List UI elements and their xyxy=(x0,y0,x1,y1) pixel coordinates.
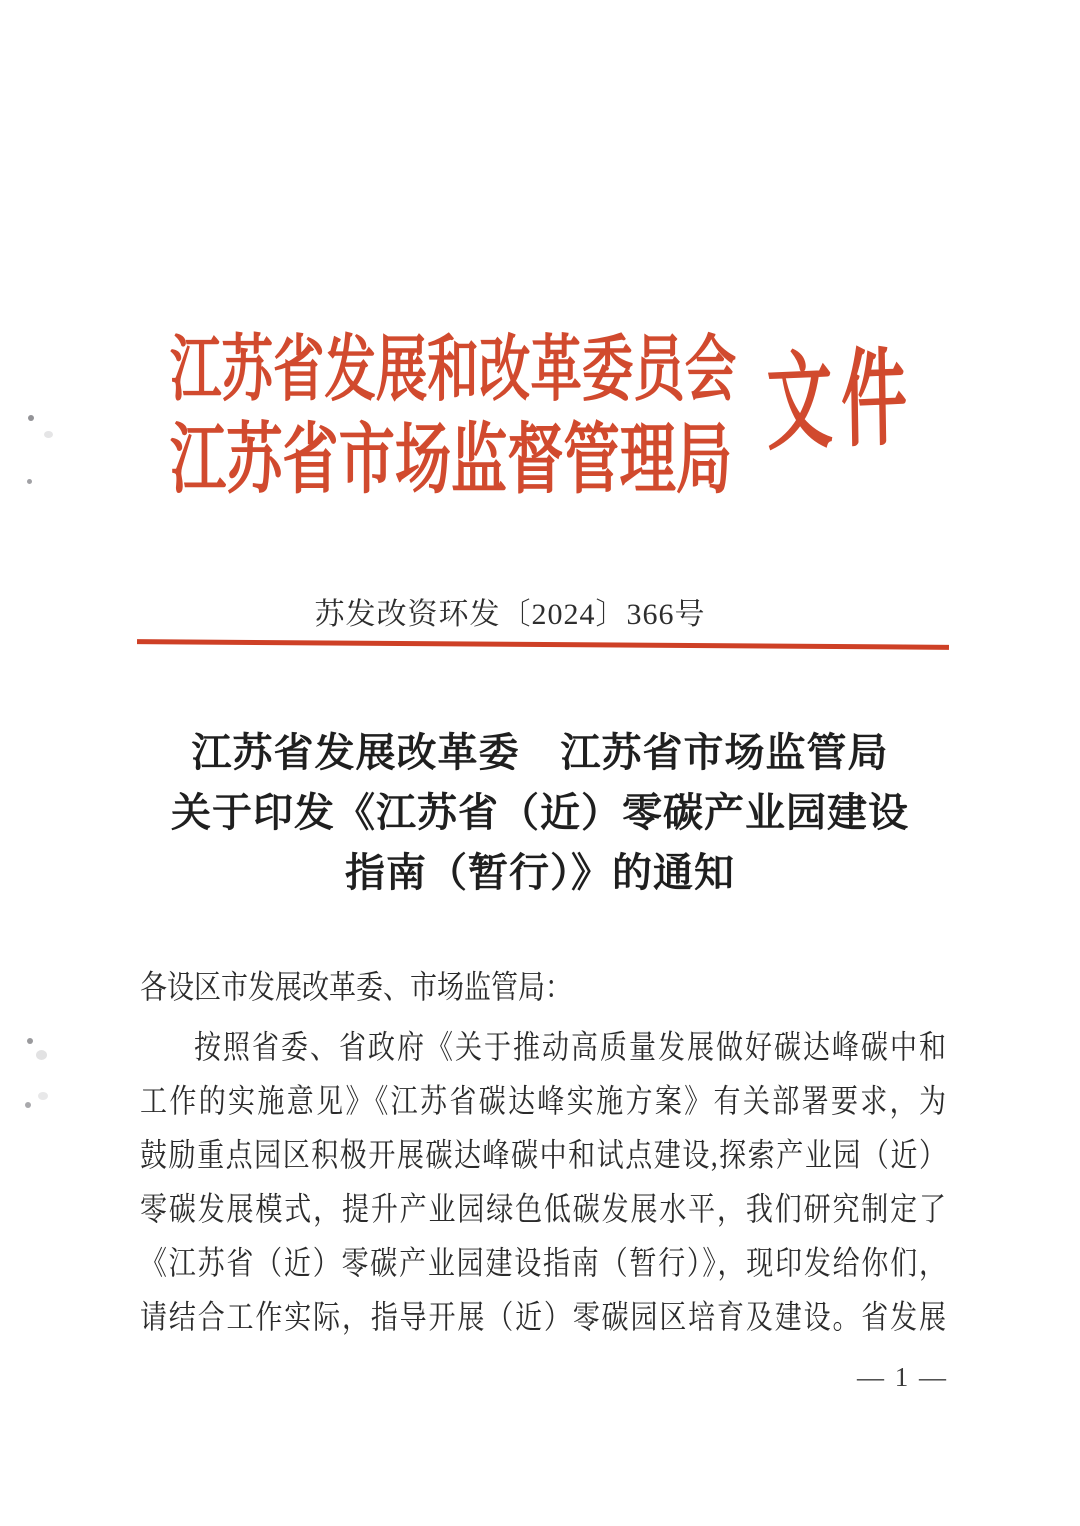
doc-type-label: 文件 xyxy=(765,339,917,463)
scan-artifact xyxy=(27,479,32,484)
agency-name-line-1: 江苏省发展和改革委员会 xyxy=(170,330,737,410)
body-line: 零碳发展模式，提升产业园绿色低碳发展水平，我们研究制定了 xyxy=(140,1191,946,1228)
document-title xyxy=(136,723,944,903)
scan-artifact xyxy=(25,1102,31,1108)
salutation-line: 各设区市发展改革委、市场监管局： xyxy=(140,969,572,1006)
body-line: 工作的实施意见》《江苏省碳达峰实施方案》有关部署要求，为 xyxy=(140,1083,946,1120)
body-line: 鼓励重点园区积极开展碳达峰碳中和试点建设,探索产业园（近） xyxy=(140,1137,946,1174)
agency-name-line-2: 江苏省市场监督管理局 xyxy=(170,416,733,503)
document-title-line-1: 江苏省发展改革委 江苏省市场监管局 xyxy=(191,730,889,775)
body-line: 按照省委、省政府《关于推动高质量发展做好碳达峰碳中和 xyxy=(194,1029,946,1066)
page-number: — 1 — xyxy=(857,1362,948,1392)
body-line: 《江苏省（近）零碳产业园建设指南（暂行）》，现印发给你们， xyxy=(140,1245,946,1282)
document-title-line-2: 关于印发《江苏省（近）零碳产业园建设 xyxy=(171,790,909,835)
scan-artifact xyxy=(38,1092,48,1100)
document-title-line-3: 指南（暂行）》的通知 xyxy=(345,850,735,895)
scan-artifact xyxy=(28,415,34,421)
reference-number: 苏发改资环发〔2024〕366号 xyxy=(314,598,706,631)
red-separator-rule xyxy=(137,639,949,650)
body-text xyxy=(140,961,946,1345)
body-line: 请结合工作实际，指导开展（近）零碳园区培育及建设。省发展 xyxy=(140,1299,946,1336)
scan-artifact xyxy=(27,1038,33,1044)
scan-artifact xyxy=(36,1050,47,1060)
scan-artifact xyxy=(44,431,53,438)
